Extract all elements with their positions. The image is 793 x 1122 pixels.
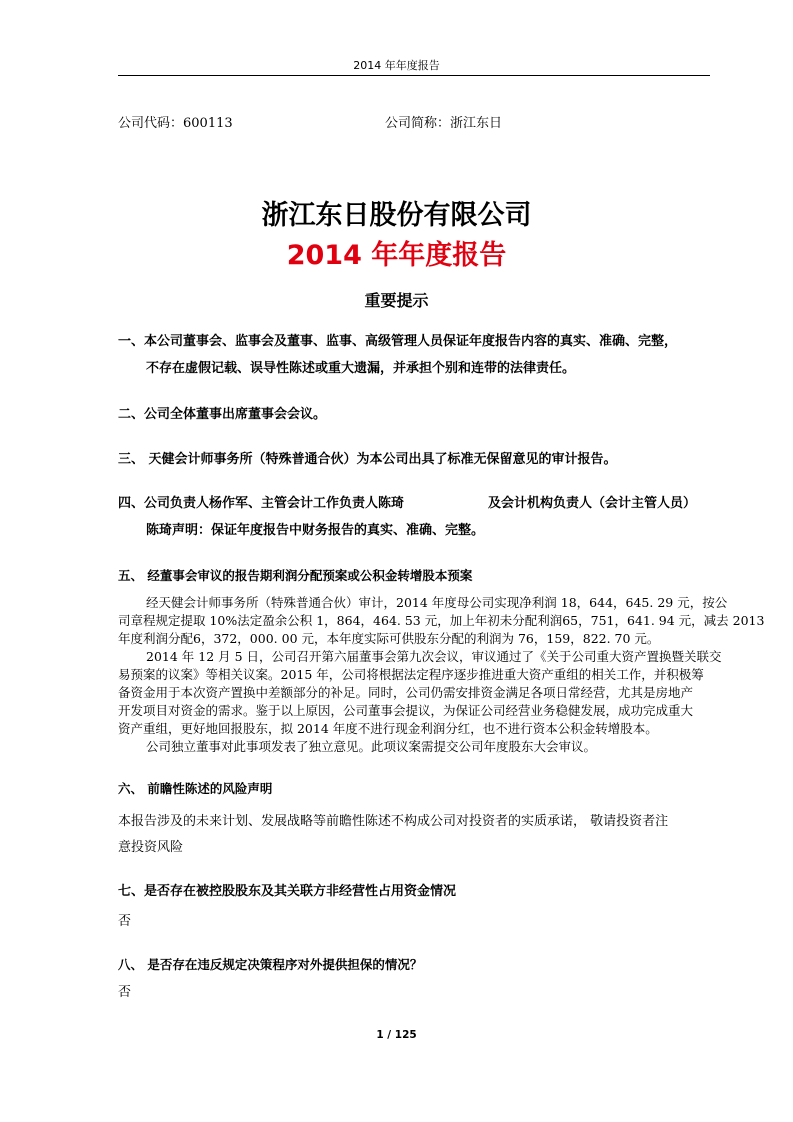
item-5-para-line-1: 经天健会计师事务所（特殊普通合伙）审计，2014 年度母公司实现净利润 18，644，645. 29 元，按公 — [146, 595, 728, 610]
item-5-para-line-9: 公司独立董事对此事项发表了独立意见。此项议案需提交公司年度股东大会审议。 — [146, 739, 597, 754]
company-short-name: 公司简称：浙江东日 — [385, 116, 503, 131]
item-6-heading: 六、 前瞻性陈述的风险声明 — [118, 781, 273, 796]
item-4-line-1b: 及会计机构负责人（会计主管人员） — [488, 496, 697, 511]
item-5-para-line-5: 易预案的议案》等相关议案。2015 年，公司将根据法定程序逐步推进重大资产重组的相关工作，并积极筹 — [118, 667, 704, 682]
company-title: 浙江东日股份有限公司 — [261, 200, 532, 231]
item-5-para-line-2: 司章程规定提取 10%法定盈余公积 1，864，464. 53 元，加上年初未分配利润65，751，641. 94 元，减去 2013 — [118, 613, 765, 628]
item-2: 二、公司全体董事出席董事会会议。 — [118, 407, 327, 422]
item-7-answer: 否 — [118, 914, 132, 929]
notice-heading: 重要提示 — [364, 291, 429, 310]
item-6-para-line-1: 本报告涉及的未来计划、发展战略等前瞻性陈述不构成公司对投资者的实质承诺， 敬请投资者注 — [118, 814, 669, 829]
header-divider — [118, 75, 710, 76]
item-3: 三、 天健会计师事务所（特殊普通合伙）为本公司出具了标准无保留意见的审计报告。 — [118, 452, 617, 467]
running-header: 2014 年年度报告 — [353, 59, 440, 72]
item-8-answer: 否 — [118, 985, 132, 1000]
item-5-para-line-3: 年度利润分配6，372，000. 00 元，本年度实际可供股东分配的利润为 76，159，822. 70 元。 — [118, 631, 660, 646]
item-4-line-1a: 四、公司负责人杨作军、主管会计工作负责人陈琦 — [118, 496, 405, 511]
item-1-line-2: 不存在虚假记载、误导性陈述或重大遗漏，并承担个别和连带的法律责任。 — [146, 361, 576, 376]
item-7-heading: 七、是否存在被控股股东及其关联方非经营性占用资金情况 — [118, 884, 457, 899]
item-6-para-line-2: 意投资风险 — [118, 840, 184, 855]
item-8-heading: 八、 是否存在违反规定决策程序对外提供担保的情况？ — [118, 957, 423, 972]
item-1-line-1: 一、本公司董事会、监事会及董事、监事、高级管理人员保证年度报告内容的真实、准确、完整， — [118, 334, 678, 349]
report-title: 2014 年年度报告 — [286, 240, 507, 271]
page-number: 1 / 125 — [376, 1029, 417, 1041]
item-5-para-line-7: 开发项目对资金的需求。鉴于以上原因，公司董事会提议，为保证公司经营业务稳健发展，成功完成重大 — [118, 703, 694, 718]
item-4-line-2: 陈琦声明：保证年度报告中财务报告的真实、准确、完整。 — [146, 523, 485, 538]
company-code: 公司代码：600113 — [118, 116, 233, 131]
item-5-para-line-6: 备资金用于本次资产置换中差额部分的补足。同时，公司仍需安排资金满足各项日常经营，尤其是房地产 — [118, 685, 694, 700]
item-5-heading: 五、 经董事会审议的报告期利润分配预案或公积金转增股本预案 — [118, 568, 473, 583]
item-5-para-line-8: 资产重组，更好地回报股东，拟 2014 年度不进行现金利润分红，也不进行资本公积金转增股本。 — [118, 721, 658, 736]
item-5-para-line-4: 2014 年 12 月 5 日，公司召开第六届董事会第九次会议，审议通过了《关于公司重大资产置换暨关联交 — [146, 649, 722, 664]
